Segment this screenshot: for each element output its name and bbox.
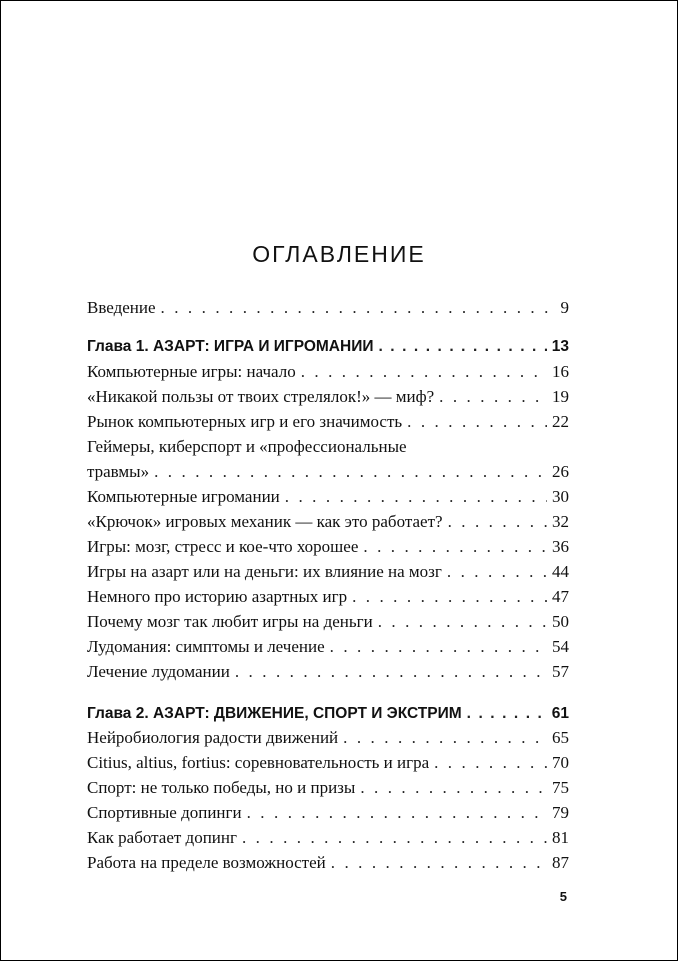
leader-dots (434, 751, 547, 775)
toc-entry (87, 751, 569, 775)
toc-entry-page: 32 (552, 512, 569, 531)
leader-dots (467, 702, 547, 726)
toc-entry (87, 776, 569, 800)
toc-entry-title: Компьютерные игромании (87, 487, 280, 506)
toc-chapter-page: 61 (551, 705, 569, 722)
toc-entry (87, 726, 569, 750)
toc-entry-title-line2: травмы» (87, 462, 150, 481)
toc-entry (87, 851, 569, 875)
toc-entry-page: 75 (552, 778, 569, 797)
leader-dots (378, 335, 546, 359)
toc-entry (87, 460, 569, 484)
leader-dots (301, 360, 547, 384)
toc-entry-title-line1: Геймеры, киберспорт и «профессиональные (87, 437, 407, 456)
leader-dots (363, 535, 547, 559)
toc-entry-page: 87 (552, 853, 569, 872)
leader-dots (447, 560, 547, 584)
leader-dots (360, 776, 547, 800)
toc-entry-page: 22 (552, 412, 569, 431)
leader-dots (439, 385, 547, 409)
toc-entry (87, 560, 569, 584)
toc-entry-page: 57 (552, 662, 569, 681)
toc-entry-page: 65 (552, 728, 569, 747)
toc-entry-intro (87, 296, 569, 320)
toc-entry (87, 385, 569, 409)
toc-entry-page: 70 (552, 753, 569, 772)
toc-entry-page: 30 (552, 487, 569, 506)
toc-entry-page: 79 (552, 803, 569, 822)
toc-entry-title: Игры: мозг, стресс и кое-что хорошее (87, 537, 359, 556)
toc-entry (87, 610, 569, 634)
leader-dots (331, 851, 547, 875)
toc-entry-title: Как работает допинг (87, 828, 237, 847)
toc-entry-page: 26 (552, 462, 569, 481)
toc-entry-title: Рынок компьютерных игр и его значимость (87, 412, 403, 431)
toc-entry-page: 36 (552, 537, 569, 556)
toc-entry-title: Нейробиология радости движений (87, 728, 339, 747)
leader-dots (378, 610, 547, 634)
toc-entry-title: Компьютерные игры: начало (87, 362, 296, 381)
toc-entry (87, 410, 569, 434)
toc-entry-page: 81 (552, 828, 569, 847)
toc-entry (87, 360, 569, 384)
toc-chapter-title: Глава 2. АЗАРТ: ДВИЖЕНИЕ, СПОРТ И ЭКСТРИМ (87, 705, 462, 722)
toc-entry (87, 635, 569, 659)
toc-entry-title: «Никакой пользы от твоих стрелялок!» — миф? (87, 387, 435, 406)
toc-chapter-1 (87, 335, 569, 359)
toc-entry-title: Спорт: не только победы, но и призы (87, 778, 356, 797)
toc-entry-title: Введение (87, 298, 156, 317)
toc-entry-title: Работа на пределе возможностей (87, 853, 326, 872)
toc-entry-page: 44 (552, 562, 569, 581)
leader-dots (247, 801, 547, 825)
leader-dots (448, 510, 547, 534)
toc-chapter-2 (87, 702, 569, 726)
toc-entry-page: 47 (552, 587, 569, 606)
page-title: ОГЛАВЛЕНИЕ (252, 241, 426, 267)
toc-entry-page: 54 (552, 637, 569, 656)
toc-entry-title: Citius, altius, fortius: соревновательность и игра (87, 753, 430, 772)
toc-entry-title: Лудомания: симптомы и лечение (87, 637, 325, 656)
leader-dots (235, 660, 547, 684)
leader-dots (285, 485, 547, 509)
leader-dots (343, 726, 547, 750)
toc-entry-page: 50 (552, 612, 569, 631)
toc-entry (87, 801, 569, 825)
toc-entry-page: 16 (552, 362, 569, 381)
toc-entry (87, 826, 569, 850)
page-number: 5 (559, 889, 567, 904)
leader-dots (242, 826, 547, 850)
leader-dots (161, 296, 556, 320)
toc-entry-title: Игры на азарт или на деньги: их влияние на мозг (87, 562, 442, 581)
toc-entry-title: Спортивные допинги (87, 803, 242, 822)
toc-chapter-title: Глава 1. АЗАРТ: ИГРА И ИГРОМАНИИ (87, 338, 374, 355)
leader-dots (154, 460, 547, 484)
leader-dots (407, 410, 547, 434)
toc-entry-title: Лечение лудомании (87, 662, 230, 681)
toc-entry (87, 510, 569, 534)
leader-dots (352, 585, 547, 609)
toc-entry-title: Почему мозг так любит игры на деньги (87, 612, 373, 631)
toc-entry-title: «Крючок» игровых механик — как это работает? (87, 512, 443, 531)
toc-chapter-page: 13 (551, 338, 569, 355)
toc-entry (87, 585, 569, 609)
toc-entry-page: 9 (560, 298, 569, 317)
toc-entry (87, 535, 569, 559)
toc-entry-page: 19 (552, 387, 569, 406)
toc-entry-title: Немного про историю азартных игр (87, 587, 348, 606)
toc-entry (87, 485, 569, 509)
toc-entry (87, 660, 569, 684)
leader-dots (330, 635, 547, 659)
